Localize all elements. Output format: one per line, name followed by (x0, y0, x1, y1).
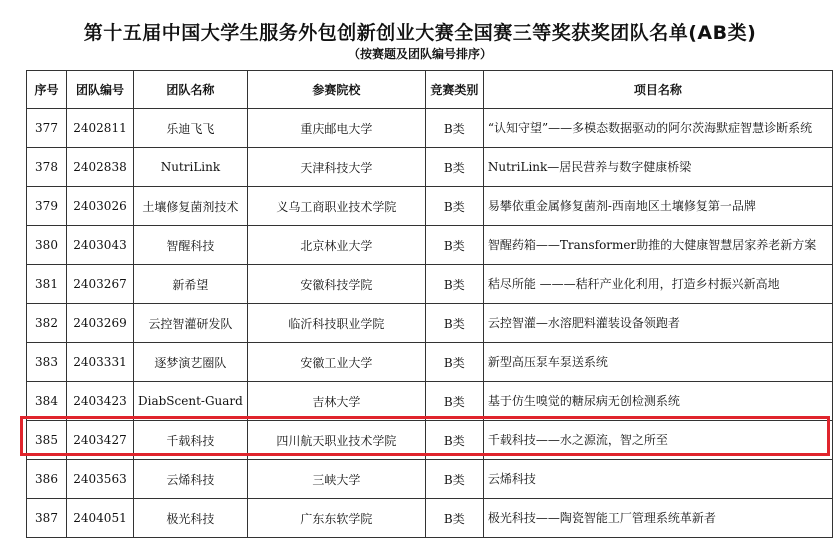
cell-team-id: 2404051 (67, 499, 134, 538)
table-row (27, 187, 833, 226)
table-row (27, 499, 833, 538)
cell-team-name: 千载科技 (134, 421, 248, 460)
cell-school: 四川航天职业技术学院 (247, 421, 425, 460)
cell-team-name: DiabScent-Guard (134, 382, 248, 421)
cell-category: B类 (425, 343, 483, 382)
cell-team-id: 2403427 (67, 421, 134, 460)
cell-team-id: 2403423 (67, 382, 134, 421)
cell-category: B类 (425, 148, 483, 187)
cell-category: B类 (425, 382, 483, 421)
cell-project: 秸尽所能 ———秸秆产业化利用，打造乡村振兴新高地 (483, 265, 832, 304)
cell-seq: 384 (27, 382, 67, 421)
table-row (27, 460, 833, 499)
header-project: 项目名称 (483, 71, 832, 109)
header-team-id: 团队编号 (67, 71, 134, 109)
cell-project: 千载科技——水之源流，智之所至 (483, 421, 832, 460)
cell-team-id: 2403043 (67, 226, 134, 265)
header-team-name: 团队名称 (134, 71, 248, 109)
table-row (27, 226, 833, 265)
cell-project: 新型高压泵车泵送系统 (483, 343, 832, 382)
cell-team-id: 2402811 (67, 109, 134, 148)
cell-category: B类 (425, 304, 483, 343)
cell-school: 北京林业大学 (247, 226, 425, 265)
cell-project: “认知守望”——多模态数据驱动的阿尔茨海默症智慧诊断系统 (483, 109, 832, 148)
cell-category: B类 (425, 460, 483, 499)
table-row (27, 343, 833, 382)
table-row (27, 109, 833, 148)
cell-school: 天津科技大学 (247, 148, 425, 187)
cell-category: B类 (425, 421, 483, 460)
cell-category: B类 (425, 109, 483, 148)
cell-seq: 386 (27, 460, 67, 499)
cell-team-name: 土壤修复菌剂技术 (134, 187, 248, 226)
header-seq: 序号 (27, 71, 67, 109)
cell-team-name: 极光科技 (134, 499, 248, 538)
cell-project: 基于仿生嗅觉的糖尿病无创检测系统 (483, 382, 832, 421)
cell-school: 吉林大学 (247, 382, 425, 421)
cell-team-name: 云烯科技 (134, 460, 248, 499)
table-row (27, 304, 833, 343)
cell-team-name: 逐梦演艺圈队 (134, 343, 248, 382)
cell-team-id: 2403269 (67, 304, 134, 343)
cell-school: 三峡大学 (247, 460, 425, 499)
cell-seq: 385 (27, 421, 67, 460)
cell-project: 智醒药箱——Transformer助推的大健康智慧居家养老新方案 (483, 226, 832, 265)
table-row (27, 421, 833, 460)
cell-team-id: 2403563 (67, 460, 134, 499)
cell-team-name: 智醒科技 (134, 226, 248, 265)
cell-school: 重庆邮电大学 (247, 109, 425, 148)
cell-team-name: NutriLink (134, 148, 248, 187)
cell-school: 义乌工商职业技术学院 (247, 187, 425, 226)
cell-project: 极光科技——陶瓷智能工厂管理系统革新者 (483, 499, 832, 538)
cell-school: 广东东软学院 (247, 499, 425, 538)
cell-project: NutriLink—居民营养与数字健康桥梁 (483, 148, 832, 187)
cell-team-id: 2403331 (67, 343, 134, 382)
cell-seq: 377 (27, 109, 67, 148)
document-title: 第十五届中国大学生服务外包创新创业大赛全国赛三等奖获奖团队名单(AB类) (83, 22, 757, 44)
cell-school: 安徽科技学院 (247, 265, 425, 304)
cell-category: B类 (425, 499, 483, 538)
table-row (27, 382, 833, 421)
cell-seq: 382 (27, 304, 67, 343)
award-table (26, 70, 833, 538)
cell-seq: 387 (27, 499, 67, 538)
cell-team-name: 乐迪飞飞 (134, 109, 248, 148)
cell-category: B类 (425, 265, 483, 304)
cell-seq: 381 (27, 265, 67, 304)
table-row (27, 148, 833, 187)
cell-seq: 379 (27, 187, 67, 226)
cell-project: 易攀依重金属修复菌剂-西南地区土壤修复第一品牌 (483, 187, 832, 226)
cell-school: 安徽工业大学 (247, 343, 425, 382)
table-header-row (27, 71, 833, 109)
cell-category: B类 (425, 226, 483, 265)
cell-project: 云控智灌—水溶肥料灌装设备领跑者 (483, 304, 832, 343)
cell-team-id: 2403026 (67, 187, 134, 226)
table-row (27, 265, 833, 304)
cell-seq: 380 (27, 226, 67, 265)
cell-school: 临沂科技职业学院 (247, 304, 425, 343)
cell-team-id: 2403267 (67, 265, 134, 304)
header-school: 参赛院校 (247, 71, 425, 109)
cell-team-name: 云控智灌研发队 (134, 304, 248, 343)
document-subtitle: （按赛题及团队编号排序） (347, 47, 492, 61)
cell-team-id: 2402838 (67, 148, 134, 187)
cell-project: 云烯科技 (483, 460, 832, 499)
cell-team-name: 新希望 (134, 265, 248, 304)
cell-category: B类 (425, 187, 483, 226)
cell-seq: 378 (27, 148, 67, 187)
header-category: 竞赛类别 (425, 71, 483, 109)
cell-seq: 383 (27, 343, 67, 382)
